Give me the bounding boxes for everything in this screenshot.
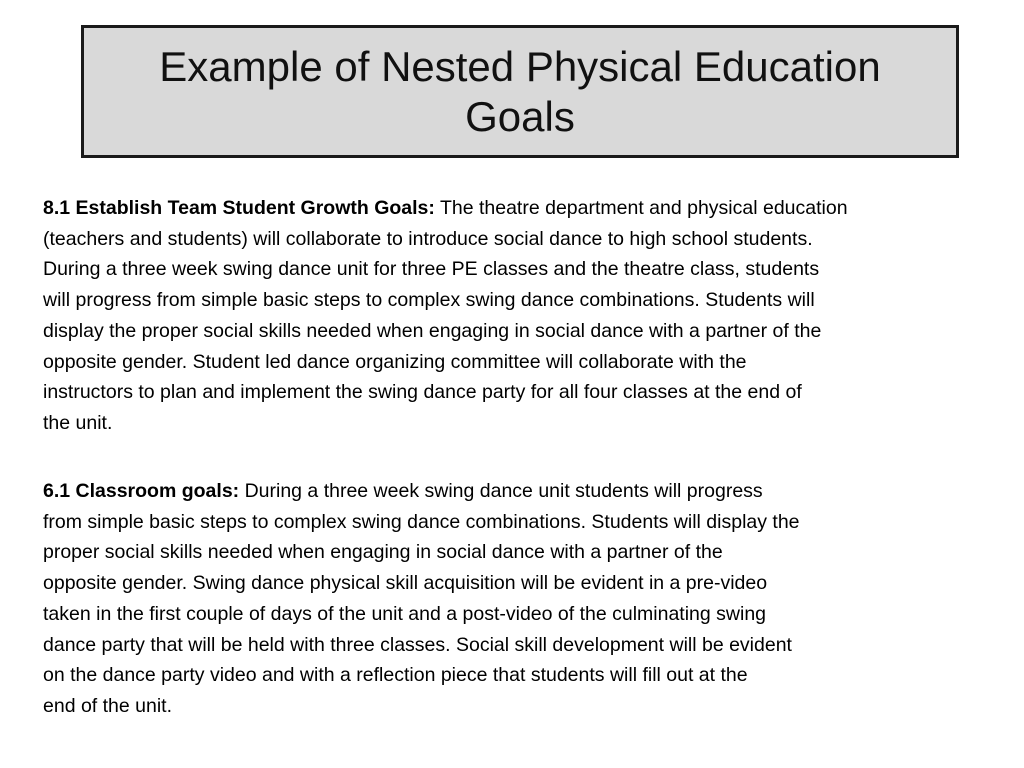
classroom-goal-text: from simple basic steps to complex swing dance combinations. Students will display the (43, 510, 800, 533)
classroom-goal-heading: 6.1 Classroom goals: (43, 480, 240, 502)
classroom-goal-line (43, 476, 983, 507)
team-goal-text: instructors to plan and implement the swing dance party for all four classes at the end of (43, 381, 802, 404)
title-box (81, 25, 959, 158)
team-goal-text: opposite gender. Student led dance organizing committee will collaborate with the (43, 350, 747, 373)
classroom-goal-text: proper social skills needed when engaging in social dance with a partner of the (43, 541, 723, 564)
team-goal-text: will progress from simple basic steps to complex swing dance combinations. Students will (43, 289, 815, 312)
team-goal-heading: 8.1 Establish Team Student Growth Goals: (43, 197, 435, 219)
classroom-goal-text: opposite gender. Swing dance physical skill acquisition will be evident in a pre-video (43, 572, 768, 595)
team-goal-line (43, 193, 983, 224)
classroom-goal-text: on the dance party video and with a reflection piece that students will fill out at the (43, 664, 748, 687)
classroom-goal-text: end of the unit. (43, 694, 173, 717)
team-goal-text: The theatre department and physical education (434, 197, 848, 219)
classroom-goal-text: During a three week swing dance unit students will progress (239, 480, 763, 502)
team-goal-text: display the proper social skills needed when engaging in social dance with a partner of the (43, 319, 822, 342)
team-goal-text: (teachers and students) will collaborate to introduce social dance to high school students. (43, 227, 813, 250)
team-goal-text: During a three week swing dance unit for three PE classes and the theatre class, students (43, 258, 820, 281)
classroom-goal-text: taken in the first couple of days of the unit and a post-video of the culminating swing (43, 602, 767, 625)
team-goal-text: the unit. (43, 411, 113, 434)
classroom-goal-text: dance party that will be held with three classes. Social skill development will be evident (43, 633, 792, 656)
slide-title: Example of Nested Physical Education Goals (159, 42, 881, 140)
classroom-goal-paragraph (43, 476, 983, 722)
team-goal-paragraph (43, 193, 983, 439)
